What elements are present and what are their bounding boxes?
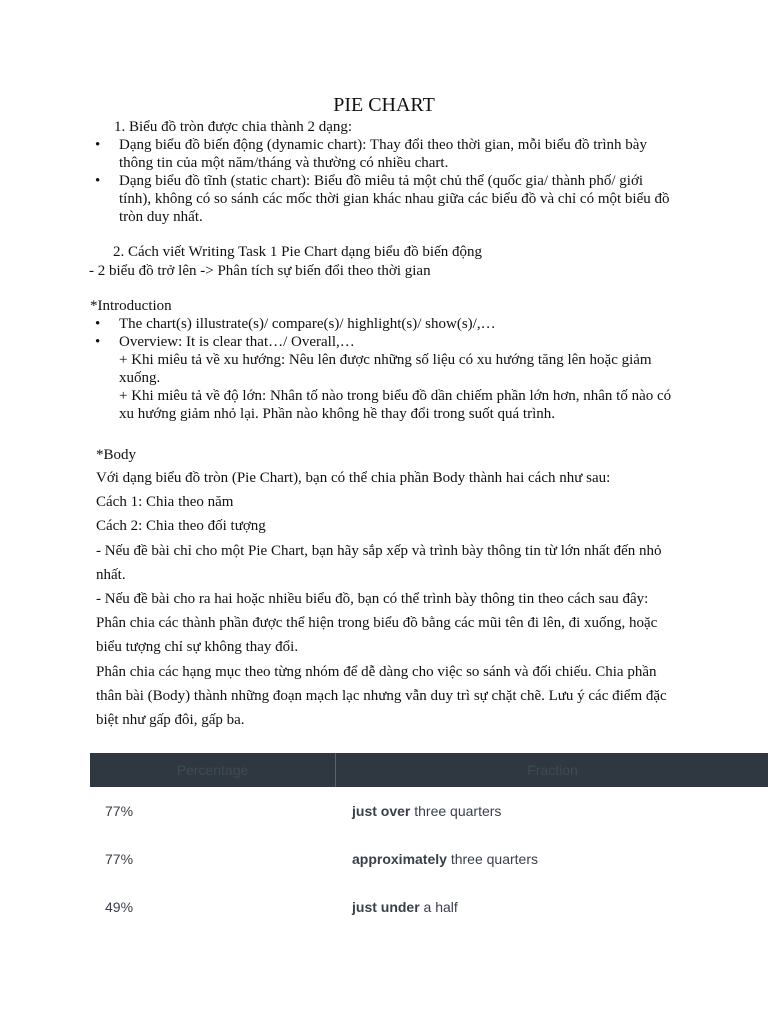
table-row — [90, 893, 768, 923]
column-header-percentage: Percentage — [90, 753, 336, 787]
body-label: *Body — [96, 447, 137, 463]
body-paragraph-line: - Nếu đề bài cho ra hai hoặc nhiều biểu đồ, bạn có thể trình bày thông tin theo cách sau đây: — [96, 591, 649, 607]
section-1-heading: 1. Biểu đồ tròn được chia thành 2 dạng: — [114, 119, 353, 135]
percentage-cell: 49% — [105, 899, 134, 915]
percentage-cell: 77% — [105, 803, 134, 819]
fraction-cell: approximately three quarters — [352, 851, 538, 867]
body-paragraph-line: Với dạng biểu đồ tròn (Pie Chart), bạn có thể chia phần Body thành hai cách như sau: — [96, 470, 611, 486]
body-paragraph-line: nhất. — [96, 567, 126, 583]
body-paragraph-line: - Nếu đề bài chỉ cho một Pie Chart, bạn hãy sắp xếp và trình bày thông tin từ lớn nhất đến nhỏ — [96, 543, 662, 559]
list-item: • Dạng biểu đồ biến động (dynamic chart): Thay đổi theo thời gian, mỗi biểu đồ trình bày thông tin của một năm/tháng và thường có nhiều chart. — [95, 137, 647, 171]
bullet-icon: • — [95, 173, 101, 189]
column-header-fraction: Fraction — [527, 762, 578, 778]
bullet-icon: • — [95, 137, 101, 153]
table-header — [90, 753, 768, 787]
list-item: • Dạng biểu đồ tĩnh (static chart): Biểu đồ miêu tả một chủ thể (quốc gia/ thành phố/ giới tính), không có so sánh các mốc thời gian khác nhau giữa các biểu đồ và chỉ có một biểu đồ tròn duy nhất. — [95, 173, 670, 225]
list-item: • The chart(s) illustrate(s)/ compare(s)/ highlight(s)/ show(s)/,… — [95, 316, 496, 332]
body-paragraph-line: biệt như gấp đôi, gấp ba. — [96, 712, 245, 728]
intro-label: *Introduction — [90, 298, 172, 314]
list-item: • Overview: It is clear that…/ Overall,… + Khi miêu tả về xu hướng: Nêu lên được những số liệu có xu hướng tăng lên hoặc giảm xuống. + Khi miêu tả về độ lớn: Nhân tố nào trong biểu đồ dần chiếm phần lớn hơn, nhân tố nào có xu hướng giảm nhỏ lại. Phần nào không hề thay đổi trong suốt quá trình. — [95, 334, 672, 422]
table-row — [90, 797, 768, 827]
body-paragraph-line: Phân chia các hạng mục theo từng nhóm để dễ dàng cho việc so sánh và đối chiếu. Chia phần — [96, 664, 657, 680]
page-title: PIE CHART — [333, 94, 435, 116]
section-2-subline: - 2 biểu đồ trở lên -> Phân tích sự biến đổi theo thời gian — [89, 263, 431, 279]
body-paragraph-line: Cách 1: Chia theo năm — [96, 494, 234, 510]
percentage-cell: 77% — [105, 851, 134, 867]
table-row — [90, 845, 768, 875]
body-paragraph-line: Cách 2: Chia theo đối tượng — [96, 518, 266, 534]
body-paragraph-line: biểu tượng chỉ sự không thay đổi. — [96, 639, 299, 655]
bullet-icon: • — [95, 334, 101, 350]
body-paragraph-line: Phân chia các thành phần được thể hiện trong biểu đồ bằng các mũi tên đi lên, đi xuống, hoặc — [96, 615, 658, 631]
section-2-heading: 2. Cách viết Writing Task 1 Pie Chart dạng biểu đồ biến động — [113, 244, 482, 260]
body-paragraph-line: thân bài (Body) thành những đoạn mạch lạc nhưng vẫn duy trì sự chặt chẽ. Lưu ý các điểm đặc — [96, 688, 667, 704]
fraction-cell: just over three quarters — [352, 803, 502, 819]
fraction-cell: just under a half — [352, 899, 458, 915]
bullet-icon: • — [95, 316, 101, 332]
